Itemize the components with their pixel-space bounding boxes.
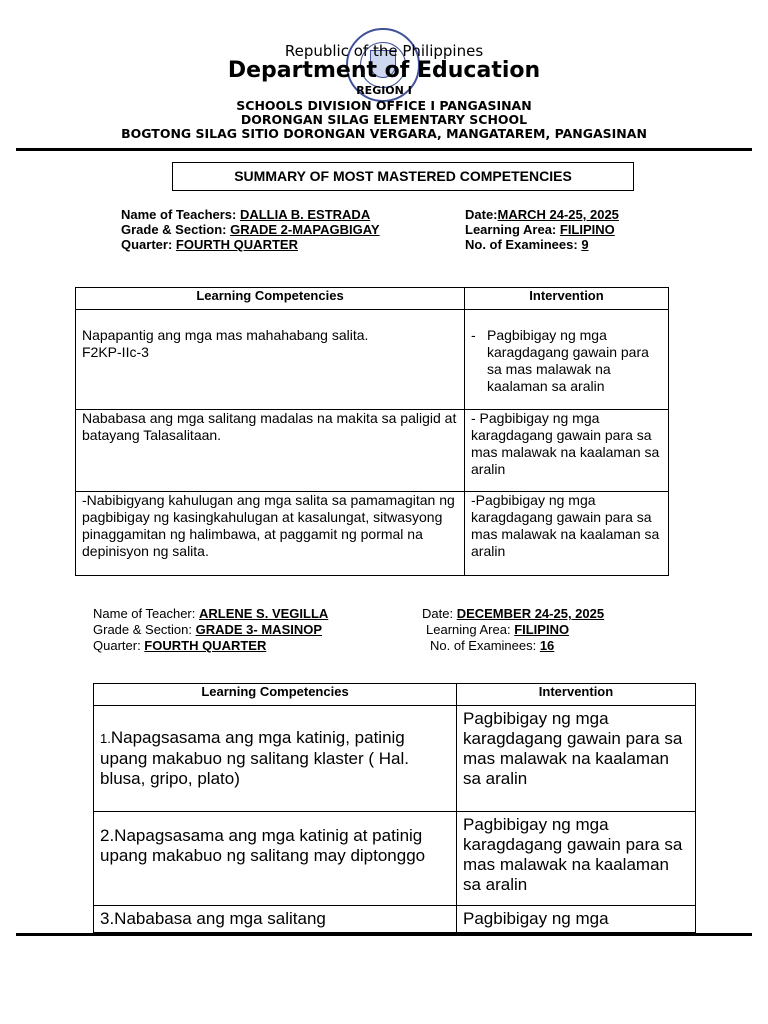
table-row <box>94 812 696 906</box>
t2-r3-intervention: Pagbibigay ng mga <box>457 906 696 933</box>
header-republic: Republic of the Philippines <box>284 42 484 60</box>
s1-date: Date:MARCH 24-25, 2025 <box>465 207 619 222</box>
table-row <box>94 906 696 933</box>
competency-table-1 <box>75 287 669 576</box>
header-department: Department of Education <box>227 58 541 83</box>
t1-r2-intervention: - Pagbibigay ng mga karagdagang gawain para sa mas malawak na kaalaman sa aralin <box>465 410 669 492</box>
t1-r2-competency: Nababasa ang mga salitang madalas na makita sa paligid at batayang Talasalitaan. <box>76 410 465 492</box>
s2-grade: Grade & Section: GRADE 3- MASINOP <box>93 622 323 637</box>
t2-r3-competency: 3.Nababasa ang mga salitang <box>94 906 457 933</box>
s1-examinees: No. of Examinees: 9 <box>465 237 589 252</box>
t2-r1-competency <box>94 706 457 812</box>
s2-date: Date: DECEMBER 24-25, 2025 <box>422 606 605 621</box>
t1-r1-intervention-text: Pagbibigay ng mga karagdagang gawain para sa mas malawak na kaalaman sa aralin <box>487 327 649 394</box>
t2-r1-intervention: Pagbibigay ng mga karagdagang gawain para sa mas malawak na kaalaman sa aralin <box>457 706 696 812</box>
t2-header-intervention: Intervention <box>457 684 696 706</box>
t1-header-competencies: Learning Competencies <box>76 288 465 310</box>
s2-quarter: Quarter: FOURTH QUARTER <box>93 638 267 653</box>
header-address: BOGTONG SILAG SITIO DORONGAN VERGARA, MANGATAREM, PANGASINAN <box>121 126 647 141</box>
footer-divider <box>16 933 752 936</box>
t1-r3-competency: -Nabibigyang kahulugan ang mga salita sa pamamagitan ng pagbibigay ng kasingkahulugan at kasalungat, sitwasyong pinaggamitan ng halimbawa, at paggamit ng pormal na depinisyon ng salita. <box>76 492 465 576</box>
s2-learning-area: Learning Area: FILIPINO <box>426 622 570 637</box>
table-row <box>76 410 669 492</box>
document-title: SUMMARY OF MOST MASTERED COMPETENCIES <box>172 162 634 191</box>
t1-r1-bullet: - <box>471 327 476 343</box>
t2-r1-competency-text: Napagsasama ang mga katinig, patinig upang makabuo ng salitang klaster ( Hal. blusa, gripo, plato) <box>100 728 410 788</box>
t1-r1-competency: Napapantig ang mga mas mahahabang salita. F2KP-IIc-3 <box>76 310 465 410</box>
t2-r2-intervention: Pagbibigay ng mga karagdagang gawain para sa mas malawak na kaalaman sa aralin <box>457 812 696 906</box>
header-divider <box>16 148 752 151</box>
t1-r3-intervention: -Pagbibigay ng mga karagdagang gawain para sa mas malawak na kaalaman sa aralin <box>465 492 669 576</box>
table-row <box>76 310 669 410</box>
header-school: DORONGAN SILAG ELEMENTARY SCHOOL <box>240 112 528 127</box>
header-division: SCHOOLS DIVISION OFFICE I PANGASINAN <box>236 98 532 113</box>
s2-teacher: Name of Teacher: ARLENE S. VEGILLA <box>93 606 329 621</box>
competency-table-2 <box>93 683 696 933</box>
t2-header-competencies: Learning Competencies <box>94 684 457 706</box>
table-row <box>94 706 696 812</box>
s1-learning-area: Learning Area: FILIPINO <box>465 222 615 237</box>
s1-grade: Grade & Section: GRADE 2-MAPAGBIGAY <box>121 222 380 237</box>
s2-examinees: No. of Examinees: 16 <box>430 638 555 653</box>
t1-header-intervention: Intervention <box>465 288 669 310</box>
t2-r2-competency: 2.Napagsasama ang mga katinig at patinig upang makabuo ng salitang may diptonggo <box>94 812 457 906</box>
table-row <box>76 492 669 576</box>
t1-r1-intervention <box>465 310 669 410</box>
s1-teacher: Name of Teachers: DALLIA B. ESTRADA <box>121 207 371 222</box>
header-region: REGION I <box>356 84 412 97</box>
s1-quarter: Quarter: FOURTH QUARTER <box>121 237 298 252</box>
t2-r1-number: 1. <box>100 731 111 746</box>
